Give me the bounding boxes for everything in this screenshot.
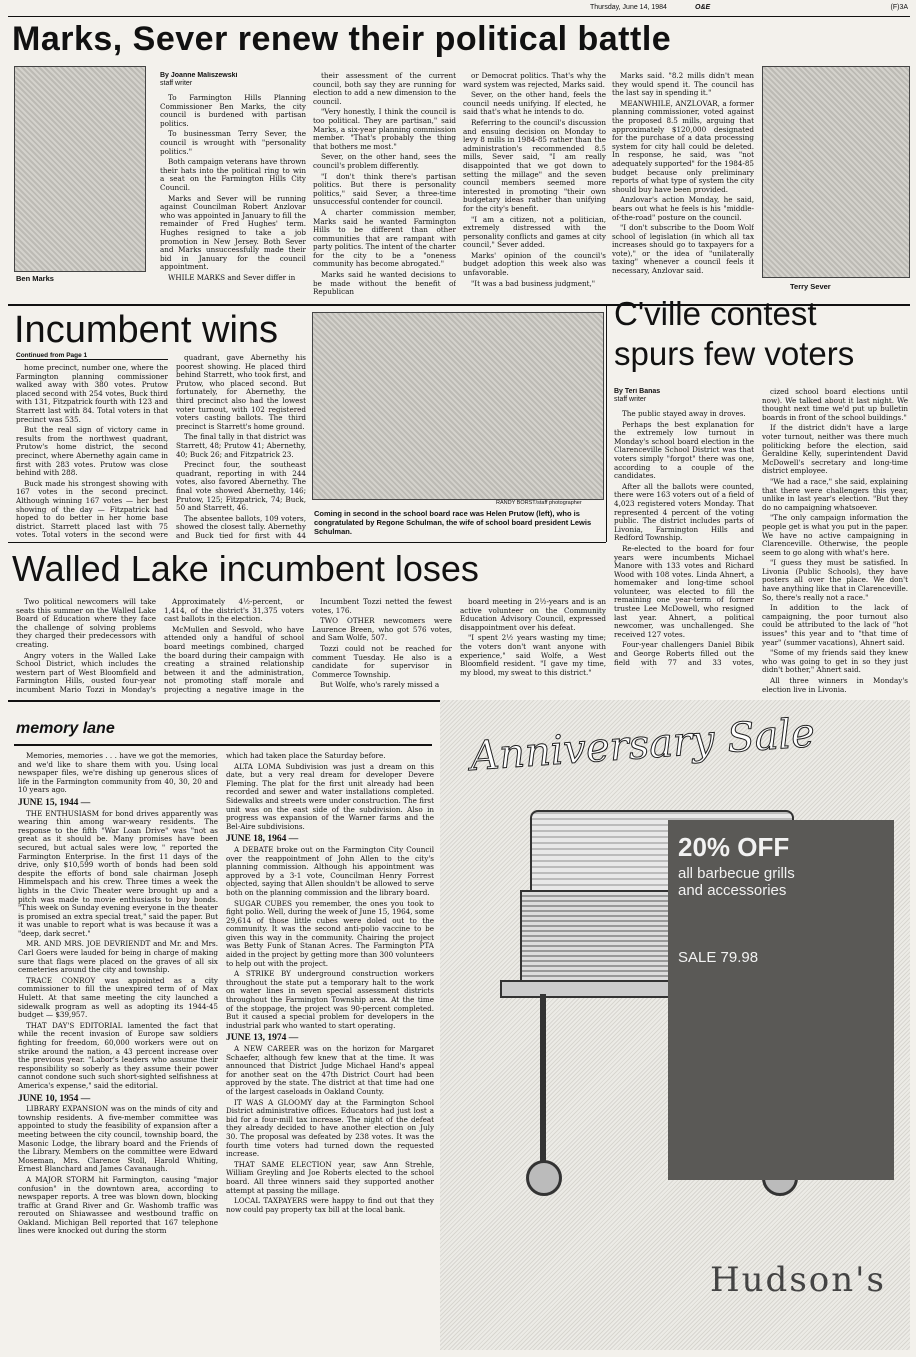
- date-heading: JUNE 18, 1964 —: [226, 834, 299, 845]
- walled-col4: [460, 598, 606, 694]
- date-heading: JUNE 15, 1944 —: [18, 797, 91, 808]
- paragraph: A MAJOR STORM hit Farmington, causing "major confusion" in the downtown area, according to newspaper reports. A tree was blown down, blocking traffic at Grand River and Gr. Washomb traffic was rerouted on Shiawassee and westbound traffic on Oakland. Michigan Bell reported that 167 telephone lines were knocked out during the storm: [18, 1174, 218, 1236]
- memory-lane-rule: [14, 744, 432, 746]
- paragraph: "I don't think there's partisan politics. But there is personality politics," said Sever, a three-time unsuccessful contender for council.: [313, 171, 456, 207]
- paragraph: "Some of my friends said they knew who was going to get in so they just didn't bother," Ahnert said.: [762, 648, 908, 675]
- memory-col2: [226, 752, 434, 1348]
- byline-role: staff writer: [160, 80, 193, 87]
- paragraph: WHILE MARKS and Sever differ in: [168, 272, 296, 282]
- paragraph: Both campaign veterans have thrown their hats into the political ring to win a seat on the Farmington Hills City Council.: [160, 157, 306, 192]
- paragraph: A NEW CAREER was on the horizon for Margaret Schaefer, although few knew that at the time. It was announced that District Judge Michael Hand's appeal for another seat on the 47th District Court had been approved by the state. The district at that time had one of the largest caseloads in Oakland County.: [226, 1044, 434, 1096]
- byline-name: By Joanne Maliszewski: [160, 72, 238, 79]
- caption-terry-sever: Terry Sever: [790, 282, 831, 291]
- masthead-section: O&E: [695, 4, 711, 11]
- masthead-rule: [8, 16, 910, 17]
- paragraph: Memories, memories . . . have we got the memories, and we'd like to share them with you. Using local newspaper files, we're dishing up generous slices of life in the Farmington community from 40, 30, 20 and 10 years ago.: [18, 752, 218, 795]
- paragraph: Perhaps the best explanation for the extremely low turnout in Monday's school board election in the Clarenceville School District was that voters simply "forgot" there was one, according to a couple of the candidates.: [614, 419, 754, 481]
- ad-banner: Anniversary Sale: [468, 710, 817, 780]
- paragraph: If the district didn't have a large voter turnout, neither was there much politicking before the election, said Geraldine Kelly, superintendent David McDowell's secretary and long-time district employee.: [762, 423, 908, 476]
- walled-col3: [312, 598, 452, 694]
- paragraph: Incumbent Tozzi netted the fewest votes, 176.: [312, 598, 452, 615]
- ad-store-logo: Hudson's: [710, 1260, 886, 1300]
- ad-offer-text: all barbecue grills: [678, 865, 795, 882]
- cville-col2: [762, 388, 908, 698]
- paragraph: Marks said. "8.2 mills didn't mean they would spend it. The council has the last say in spending it.": [612, 72, 754, 98]
- paragraph: Sever, on the other hand, feels the council needs unifying. If elected, he said that's what he intends to do.: [463, 90, 606, 117]
- marks-col3: [463, 72, 606, 302]
- paragraph: Angry voters in the Walled Lake School District, which includes the western part of West Bloomfield and Farmington Hills, ousted four-year incumbent Mario Tozzi in Monday's: [16, 650, 156, 694]
- paragraph: TRACE CONROY was appointed as a city commissioner to fill the unexpired term of of Max Hulett. At that same meeting the city launched a sidewalk program as well as adopting its 1944-45 budget — $39,957.: [18, 975, 218, 1020]
- paragraph: which had taken place the Saturday before.: [226, 752, 386, 760]
- masthead-page: (F)3A: [890, 4, 908, 11]
- marks-col2: [313, 72, 456, 302]
- paragraph: Marks and Sever will be running against Councilman Robert Anzlovar who was appointed in January to fill the remainder of Fred Hughes' term. Hughes resigned to take a job promotion in New Jersey. Both Sever and Marks unsuccessfully made their bid in January for the council appointment.: [160, 193, 306, 272]
- paragraph: LOCAL TAXPAYERS were happy to find out that they now could pay property tax bill at the local bank.: [226, 1196, 434, 1214]
- continued-line: Continued from Page 1: [16, 352, 168, 360]
- paragraph: The public stayed away in droves.: [622, 409, 746, 418]
- ad-offer-box: [668, 820, 894, 1180]
- paragraph: "Very honestly, I think the council is too political. They are partisan," said Marks, a six-year planning commission member. "That's probably the thing that bothers me most.": [313, 107, 456, 151]
- paragraph: McMullen and Sesvold, who have attended only a handful of school board meetings combined, charged the board during their campaign with creating a strained relationship between it and the administration, not promoting staff morale and projecting a negative image in the: [164, 624, 304, 694]
- paragraph: A charter commission member, Marks said he wanted Farmington Hills to be different than other communities that are rampant with party politics. The intent of the charter for the city to be a "oneness community has become abrogated.": [313, 207, 456, 269]
- headline-incumbent-wins: Incumbent wins: [14, 309, 279, 351]
- paragraph: Sever, on the other hand, sees the council's problem differently.: [313, 152, 456, 170]
- walled-col2: [164, 598, 304, 694]
- paragraph: Precinct four, the southeast quadrant, reporting in with 244 votes, also favored Abernethy. The final vote showed Abernethy, 146; Prutow, 125; Fitzpatrick, 74; Buck, 50 and Starrett, 46.: [176, 460, 306, 513]
- paragraph: But Wolfe, who's rarely missed a: [320, 680, 440, 690]
- paragraph: To businessman Terry Sever, the council is wrought with "personality politics.": [160, 129, 306, 156]
- paragraph: A STRIKE BY underground construction workers throughout the state put a temporary halt to the work on water lines in seven special assessment districts throughout the Farmington Township area. At the time of the stoppage, the project was 90-percent completed. But it caused a special problem for developers in the industrial park who wanted to start operating.: [226, 969, 434, 1030]
- memory-col1: [18, 752, 218, 1348]
- paragraph: SUGAR CUBES you remember, the ones you took to fight polio. Well, during the week of June 15, 1964, some 29,614 of those little cubes were doled out to the community. It was the second anti-polio vaccine to be given this way in the community. Chairing the project was Betty Funk of Stanan Acres. The Farmington PTA aided in the project by getting more than 300 volunteers to help out with the project.: [226, 898, 434, 968]
- caption-ben-marks: Ben Marks: [16, 274, 54, 283]
- paragraph: home precinct, number one, where the Farmington planning commissioner walked away with 380 votes. Prutow placed second with 254 votes, Buck third with 131, Fitzpatrick fourth with 123 and Starrett last with 84. Total voters in that precinct was 535.: [16, 364, 168, 424]
- byline-role: staff writer: [614, 396, 647, 403]
- masthead-date: Thursday, June 14, 1984: [590, 4, 667, 11]
- paragraph: The absentee ballots, 109 voters, showed the closest tally. Abernethy and Buck tied for first with 44: [176, 513, 306, 540]
- incumbent-col2: [176, 354, 306, 540]
- paragraph: "I guess they must be satisfied. In Livonia (Public Schools), they have posters all over the place. We don't have anything like that in Clarenceville. So, there's really not a race.": [762, 558, 908, 602]
- paragraph: Approximately 4½-percent, or 1,414, of the district's 31,375 voters cast ballots in the election.: [164, 598, 304, 624]
- grill-wheel: [526, 1160, 562, 1196]
- paragraph: their assessment of the current council, both say they are running for election to add a new dimension to the council.: [313, 72, 456, 106]
- paragraph: IT WAS A GLOOMY day at the Farmington School District administrative offices. Educators had just lost a bid for a four-mill tax increase. The night of the defeat they already decided to have another election on July 30. The proposal was defeated by 238 votes. It was the fourth time voters had turned down the requested increase.: [226, 1097, 434, 1159]
- paragraph: In addition to the lack of campaigning, the poor turnout also could be attributed to the lack of "hot issues" this year and to "that time of year" (summer vacations), Ahnert said.: [762, 603, 908, 647]
- byline-name: By Teri Banas: [614, 388, 661, 395]
- paragraph: Marks' opinion of the council's budget adoption this week also was unfavorable.: [463, 250, 606, 278]
- paragraph: cized school board elections until now). We talked about it last night. We thought next time we'd put up bulletin boards in front of the school buildings.": [762, 388, 908, 422]
- paragraph: "We had a race," she said, explaining that there were challengers this year, unlike in last year's election. "But they do no campaigning whatsoever.: [762, 476, 908, 512]
- paragraph: Buck made his strongest showing with 167 votes in the second precinct. Although winning 167 votes — her best showing of the day — Fitzpatrick had hoped to do better in her home base district. Starrett placed last with 75 votes. Total voters in the second were: [16, 478, 168, 540]
- paragraph: To Farmington Hills Planning Commissioner Ben Marks, the city council is burdened with partisan politics.: [160, 93, 306, 128]
- paragraph: All three winners in Monday's election live in Livonia.: [762, 676, 908, 694]
- paragraph: "I am a citizen, not a politician, extremely distressed with the personality conflicts and games at city council," Sever added.: [463, 214, 606, 250]
- photo-terry-sever: [762, 66, 910, 278]
- paragraph: But the real sign of victory came in results from the northwest quadrant, Prutow's home district, the second precinct, where Abernethy again came in first with 283 votes. Prutow was close behind with 288.: [16, 425, 168, 478]
- paragraph: THAT DAY'S EDITORIAL lamented the fact that while the recent invasion of Europe saw soldiers fighting for freedom, 60,000 workers were out on strike around the nation, a 43 percent increase over the previous year. "Labor's leaders who assume their responsibility so soberly as they assume their power cannot condone such such short-sighted selfishness at America's expense," said the editorial.: [18, 1020, 218, 1090]
- paragraph: Tozzi could not be reached for comment Tuesday. He also is a candidate for supervisor in Commerce Township.: [312, 643, 452, 679]
- masthead: [580, 4, 910, 16]
- paragraph: The final tally in that district was Starrett, 48; Prutow 41; Abernethy, 40; Buck 26; and Fitzpatrick 23.: [176, 432, 306, 459]
- paragraph: "It was a bad business judgment,": [471, 278, 596, 288]
- marks-col4: [612, 72, 754, 302]
- ad-offer-text: and accessories: [678, 882, 787, 899]
- paragraph: "The only campaign information the people get is what you put in the paper. We have no active campaigning in Clarenceville. Otherwise, the people seem to go along with what's here.: [762, 513, 908, 557]
- vertical-rule: [606, 306, 607, 542]
- incumbent-col1: [16, 364, 168, 540]
- ad-offer-percent: 20% OFF: [678, 832, 790, 862]
- photo-helen-prutow: [312, 312, 604, 500]
- paragraph: THAT SAME ELECTION year, saw Ann Strehle, William Greyling and Joe Roberts elected to the school board. All three winners said they supported another attempt at passing the millage.: [226, 1159, 434, 1195]
- paragraph: After all the ballots were counted, there were 163 voters out of a field of 4,023 registered voters Monday. That represented 4 percent of the voting public. The district includes parts of Livonia, Farmington Hills and Redford Township.: [614, 481, 754, 543]
- paragraph: THE ENTHUSIASM for bond drives apparently was wearing thin among war-weary residents. The response to the fifth "War Loan Drive" was "not as great as it should be. Many promises have been secured, but actual sales were low, " reported the Farmington Enterprise. In the first 11 days of the drive, only $10,599 worth of bonds had been sold despite the efforts of bond sale chairman Joseph Himmelspach and his crew. Three times a week the lights in the Civic Theater were brought up and a pitch was made to movie enthusiasts to buy bonds. "This week on Sunday evening everyone in the theater is promised an extra special treat," said the paper. But it was unable to report what is was because it was a "deep, dark secret.": [18, 808, 218, 938]
- paragraph: Anzlovar's action Monday, he said, bears out what he feels is his "middle-of-the-road" posture on the council.: [612, 195, 754, 222]
- advertisement: [440, 700, 910, 1350]
- date-heading: JUNE 13, 1974 —: [226, 1033, 299, 1044]
- paragraph: A DEBATE broke out on the Farmington City Council over the reappointment of John Allen to the city's planning commission. Although his appointment was approved by a 3-1 vote, Councilman Henry Forrest objected, saying that Allen shouldn't be allowed to serve both on the planning commission and the library board.: [226, 844, 434, 897]
- paragraph: Two political newcomers will take seats this summer on the Walled Lake Board of Education where they face the challenge of solving problems they charged their predecessors with creating.: [16, 598, 156, 649]
- marks-col1: [160, 72, 306, 302]
- paragraph: "I spent 2½ years wasting my time; the voters don't want anyone with experience," said Wolfe, a West Bloomfield resident. "I gave my time, my blood, my sweat to this district.": [460, 633, 606, 677]
- walled-col1: [16, 598, 156, 694]
- cville-col1: [614, 388, 754, 668]
- paragraph: LIBRARY EXPANSION was on the minds of city and township residents. A five-member committee was appointed to study the feasibility of expansion after a meeting between the city council, township board, the Masonic Lodge, the library board and the Friends of the Library. Members on the committee were Edward Moseman, Mrs. Clarence Stoll, Harold Whiting, Ernest Blanchard and James Cavanaugh.: [18, 1104, 218, 1174]
- date-heading: JUNE 10, 1954 —: [18, 1093, 91, 1104]
- ad-sale-price: SALE 79.98: [678, 949, 759, 966]
- headline-marks-sever: Marks, Sever renew their political battle: [12, 20, 672, 58]
- paragraph: "I don't subscribe to the Doom Wolf school of legislation (in which all tax increases should go to taxpayers for a vote)," or the idea of "unilaterally taxing" whenever a council feels it necessary, Anzlovar said.: [612, 223, 754, 276]
- photo-ben-marks: [14, 66, 146, 272]
- paragraph: board meeting in 2½-years and is an active volunteer on the Community Education Advisory Council, expressed disappointment over his defeat.: [460, 598, 606, 632]
- paragraph: MR. AND MRS. JOE DEVRIENDT and Mr. and Mrs. Carl Goers were lauded for being in charge of making sure that flags were placed on the graves of all six cemeteries around the city and township.: [18, 939, 218, 975]
- paragraph: quadrant, gave Abernethy his poorest showing. He placed third behind Starrett, who took first, and Prutow, who placed second. But fortunately, for Abernethy, the third precinct also had the lowest voter turnout, with 102 registered voters casting ballots. The third precinct is Starrett's home ground.: [176, 354, 306, 431]
- paragraph: MEANWHILE, ANZLOVAR, a former planning commissioner, voted against the proposed 8.5 mills, arguing that approximately $120,000 designated for the purchase of a data processing system for city hall could be deleted. In response, he said, was "not adequately supported" for the 1984-85 budget because only preliminary reports of what type of system the city should buy have been provided.: [612, 98, 754, 194]
- paragraph: Referring to the council's discussion and ensuing decision on Monday to levy 8 mills in 1984-85 rather than the administration's recommended 8.5 mills, Sever said, "I am really disappointed that we got down to setting the millage" and the seven council members seemed more interested in promoting "their own budgetary ideas rather than unifying for the city's benefit.: [463, 117, 606, 213]
- paragraph: ALTA LOMA Subdivision was just a dream on this date, but a very real dream for developer Devere Fleming. The plat for the first unit already had been recorded and sewer and water installations completed. Sidewalks and streets were under construction. The first unit was on the east side of the subdivision. Also in progress was expansion of the Warner farms and the Bel-Aire subdivisions.: [226, 761, 434, 831]
- paragraph: Marks said he wanted decisions to be made without the benefit of Republican: [313, 270, 456, 297]
- photo-credit: RANDY BORST/staff photographer: [496, 500, 582, 506]
- paragraph: or Democrat politics. That's why the ward system was rejected, Marks said.: [463, 72, 606, 89]
- headline-cville-line1: C'ville contest: [614, 295, 817, 332]
- headline-walled-lake: Walled Lake incumbent loses: [12, 548, 479, 589]
- paragraph: TWO OTHER newcomers were Laurence Breen, who got 576 votes, and Sam Wolfe, 507.: [312, 616, 452, 643]
- headline-cville-line2: spurs few voters: [614, 335, 855, 372]
- paragraph: Re-elected to the board for four years were incumbents Michael Manore with 133 votes and Richard Wood with 108 votes. Linda Ahnert, a homemaker and long-time school volunteer, was elected to fill the remaining one year-term of former trustee Lee McDowell, who resigned last year. Ahnert, a political newcomer, was unchallenged. She received 127 votes.: [614, 543, 754, 639]
- memory-lane-title: memory lane: [16, 720, 115, 737]
- section-rule: [8, 542, 606, 543]
- caption-helen-prutow: Coming in second in the school board race was Helen Prutow (left), who is congratulated by Regone Schulman, the wife of school board president Lewis Schulman.: [314, 509, 592, 536]
- paragraph: Four-year challengers Daniel Bibik and George Roberts filled out the field with 77 and 33 votes,: [614, 640, 754, 667]
- grill-leg: [540, 994, 546, 1174]
- headline-cville: [614, 294, 854, 374]
